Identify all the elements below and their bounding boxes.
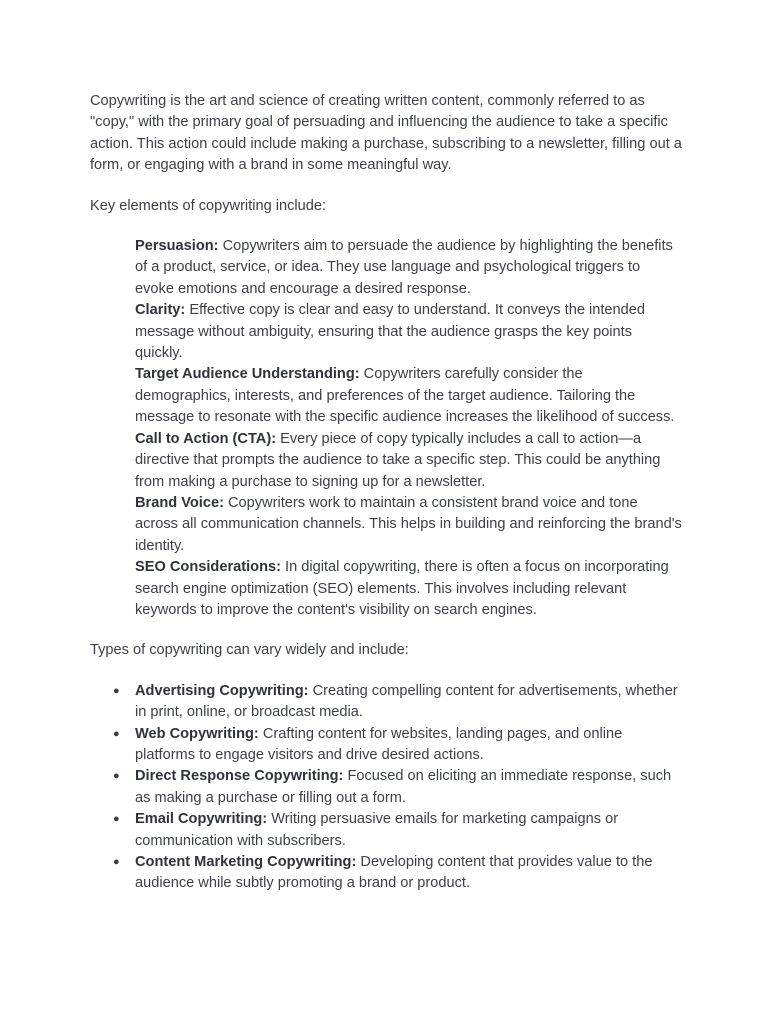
list-item-target-audience bbox=[135, 364, 682, 428]
bullet-icon: ● bbox=[113, 770, 120, 783]
term-label: Persuasion: bbox=[135, 238, 219, 255]
term-description: Writing persuasive emails for marketing campaigns or communication with subscribers. bbox=[135, 811, 619, 849]
term-description: Copywriters aim to persuade the audience by highlighting the benefits of a product, service, or idea. They use language and psychological triggers to evoke emotions and encourage a desired response. bbox=[135, 238, 673, 297]
term-label: Content Marketing Copywriting: bbox=[135, 854, 357, 870]
term-description: In digital copywriting, there is often a focus on incorporating search engine optimization (SEO) elements. This involves including relevant keywords to improve the content's visibility on search engines. bbox=[135, 559, 669, 618]
term-description: Developing content that provides value to the audience while subtly promoting a brand or product. bbox=[135, 854, 653, 892]
term-label: Clarity: bbox=[135, 302, 186, 319]
copywriting-types-list bbox=[90, 681, 682, 895]
list-item-clarity bbox=[135, 300, 682, 364]
bullet-icon: ● bbox=[113, 813, 120, 826]
term-description: Focused on eliciting an immediate response, such as making a purchase or filling out a form. bbox=[135, 768, 672, 806]
list-item-persuasion bbox=[135, 236, 682, 300]
list-item-advertising bbox=[113, 681, 682, 724]
term-label: Brand Voice: bbox=[135, 494, 224, 511]
list-item-web bbox=[113, 724, 682, 767]
list-item-email bbox=[113, 809, 682, 852]
term-description: Copywriters carefully consider the demographics, interests, and preferences of the target audience. Tailoring the message to resonate with the specific audience increases the likelihood of success. bbox=[135, 366, 675, 426]
term-description: Copywriters work to maintain a consistent brand voice and tone across all communication channels. This helps in building and reinforcing the brand's identity. bbox=[135, 494, 682, 554]
bullet-icon: ● bbox=[113, 727, 120, 740]
term-label: Advertising Copywriting: bbox=[135, 682, 309, 699]
term-label: Direct Response Copywriting: bbox=[135, 768, 344, 785]
term-description: Effective copy is clear and easy to understand. It conveys the intended message without ambiguity, ensuring that the audience grasps the key points quickly. bbox=[135, 302, 645, 362]
list-item-direct-response bbox=[113, 766, 682, 809]
types-lead: Types of copywriting can vary widely and include: bbox=[90, 642, 409, 659]
term-label: Web Copywriting: bbox=[135, 725, 259, 742]
term-label: Email Copywriting: bbox=[135, 811, 268, 828]
key-elements-list bbox=[90, 236, 682, 621]
term-label: SEO Considerations: bbox=[135, 559, 281, 576]
list-item-brand-voice bbox=[135, 493, 682, 557]
document-page bbox=[90, 91, 682, 895]
list-item-seo bbox=[135, 557, 682, 621]
list-item-content-marketing bbox=[113, 852, 682, 895]
bullet-icon: ● bbox=[113, 684, 120, 697]
intro-paragraph: Copywriting is the art and science of creating written content, commonly referred to as "copy," with the primary goal of persuading and influencing the audience to take a specific action. This action could include making a purchase, subscribing to a newsletter, filling out a form, or engaging with a brand in some meaningful way. bbox=[90, 93, 682, 174]
term-description: Creating compelling content for advertisements, whether in print, online, or broadcast media. bbox=[135, 682, 678, 721]
term-description: Crafting content for websites, landing pages, and online platforms to engage visitors and drive desired actions. bbox=[135, 725, 623, 763]
term-label: Target Audience Understanding: bbox=[135, 366, 360, 383]
list-item-cta bbox=[135, 429, 682, 493]
term-description: Every piece of copy typically includes a call to action—a directive that prompts the audience to take a specific step. This could be anything from making a purchase to signing up for a newsletter. bbox=[135, 430, 661, 490]
bullet-icon: ● bbox=[113, 856, 120, 868]
term-label: Call to Action (CTA): bbox=[135, 430, 277, 447]
elements-lead: Key elements of copywriting include: bbox=[90, 197, 327, 214]
